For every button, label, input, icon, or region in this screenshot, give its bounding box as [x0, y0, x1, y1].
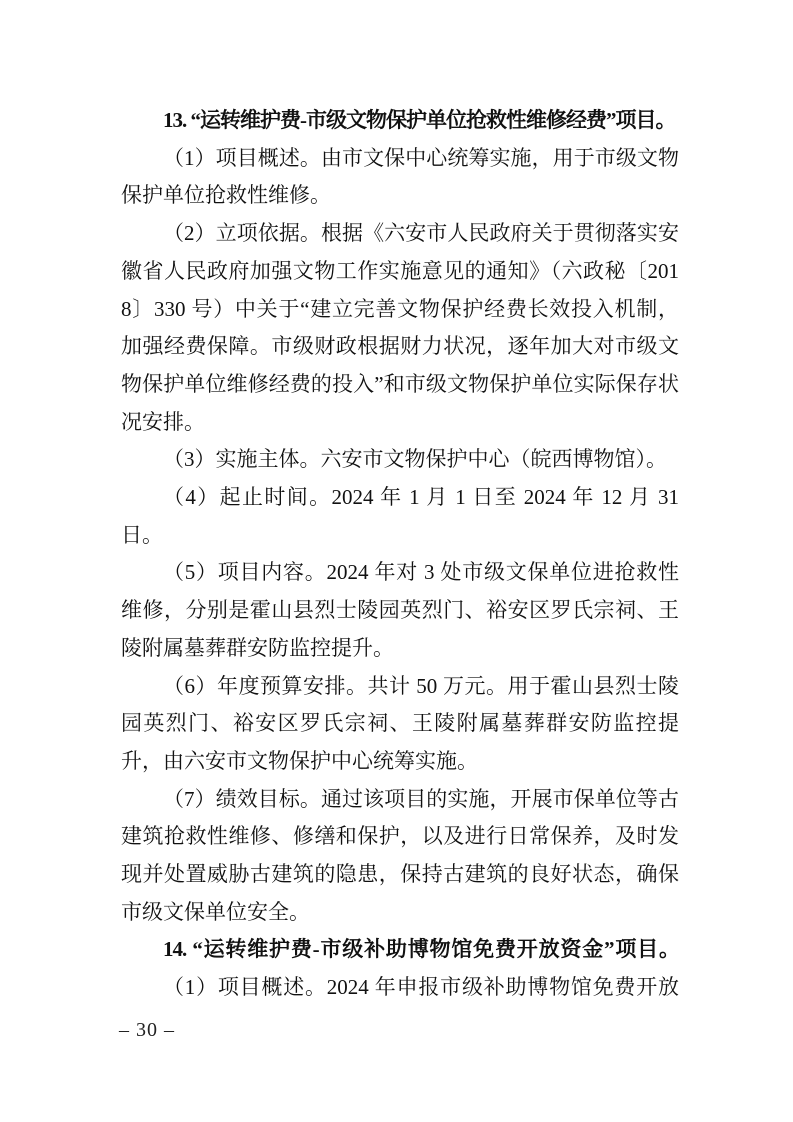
paragraph: （6）年度预算安排。共计 50 万元。用于霍山县烈士陵园英烈门、裕安区罗氏宗祠、王陵附属墓葬群安防监控提升，由六安市文物保护中心统筹实施。 — [121, 673, 679, 773]
paragraph: （5）项目内容。2024 年对 3 处市级文保单位进抢救性维修，分别是霍山县烈士陵园英烈门、裕安区罗氏宗祠、王陵附属墓葬群安防监控提升。 — [121, 560, 679, 660]
page-number: – 30 – — [119, 1019, 175, 1041]
document-body — [121, 102, 679, 1007]
section-heading: 14. “运转维护费-市级补助博物馆免费开放资金”项目。 — [163, 937, 679, 962]
section-heading: 13. “运转维护费-市级文物保护单位抢救性维修经费”项目。 — [163, 108, 676, 132]
paragraph: （4）起止时间。2024 年 1 月 1 日至 2024 年 12 月 31 日。 — [121, 485, 679, 547]
paragraph: （1）项目概述。2024 年申报市级补助博物馆免费开放 — [163, 975, 679, 1000]
paragraph: （7）绩效目标。通过该项目的实施，开展市保单位等古建筑抢救性维修、修缮和保护，以及进行日常保养，及时发现并处置威胁古建筑的隐患，保持古建筑的良好状态，确保市级文保单位安全。 — [121, 786, 679, 924]
paragraph: （2）立项依据。根据《六安市人民政府关于贯彻落实安徽省人民政府加强文物工作实施意见的通知》（六政秘〔2018〕330 号）中关于“建立完善文物保护经费长效投入机制，加强经费保障。市级财政根据财力状况，逐年加大对市级文物保护单位维修经费的投入”和市级文物保护单位实际保存状况安排。 — [121, 221, 679, 434]
paragraph: （1）项目概述。由市文保中心统筹实施，用于市级文物保护单位抢救性维修。 — [121, 145, 679, 208]
paragraph: （3）实施主体。六安市文物保护中心（皖西博物馆）。 — [163, 447, 667, 472]
